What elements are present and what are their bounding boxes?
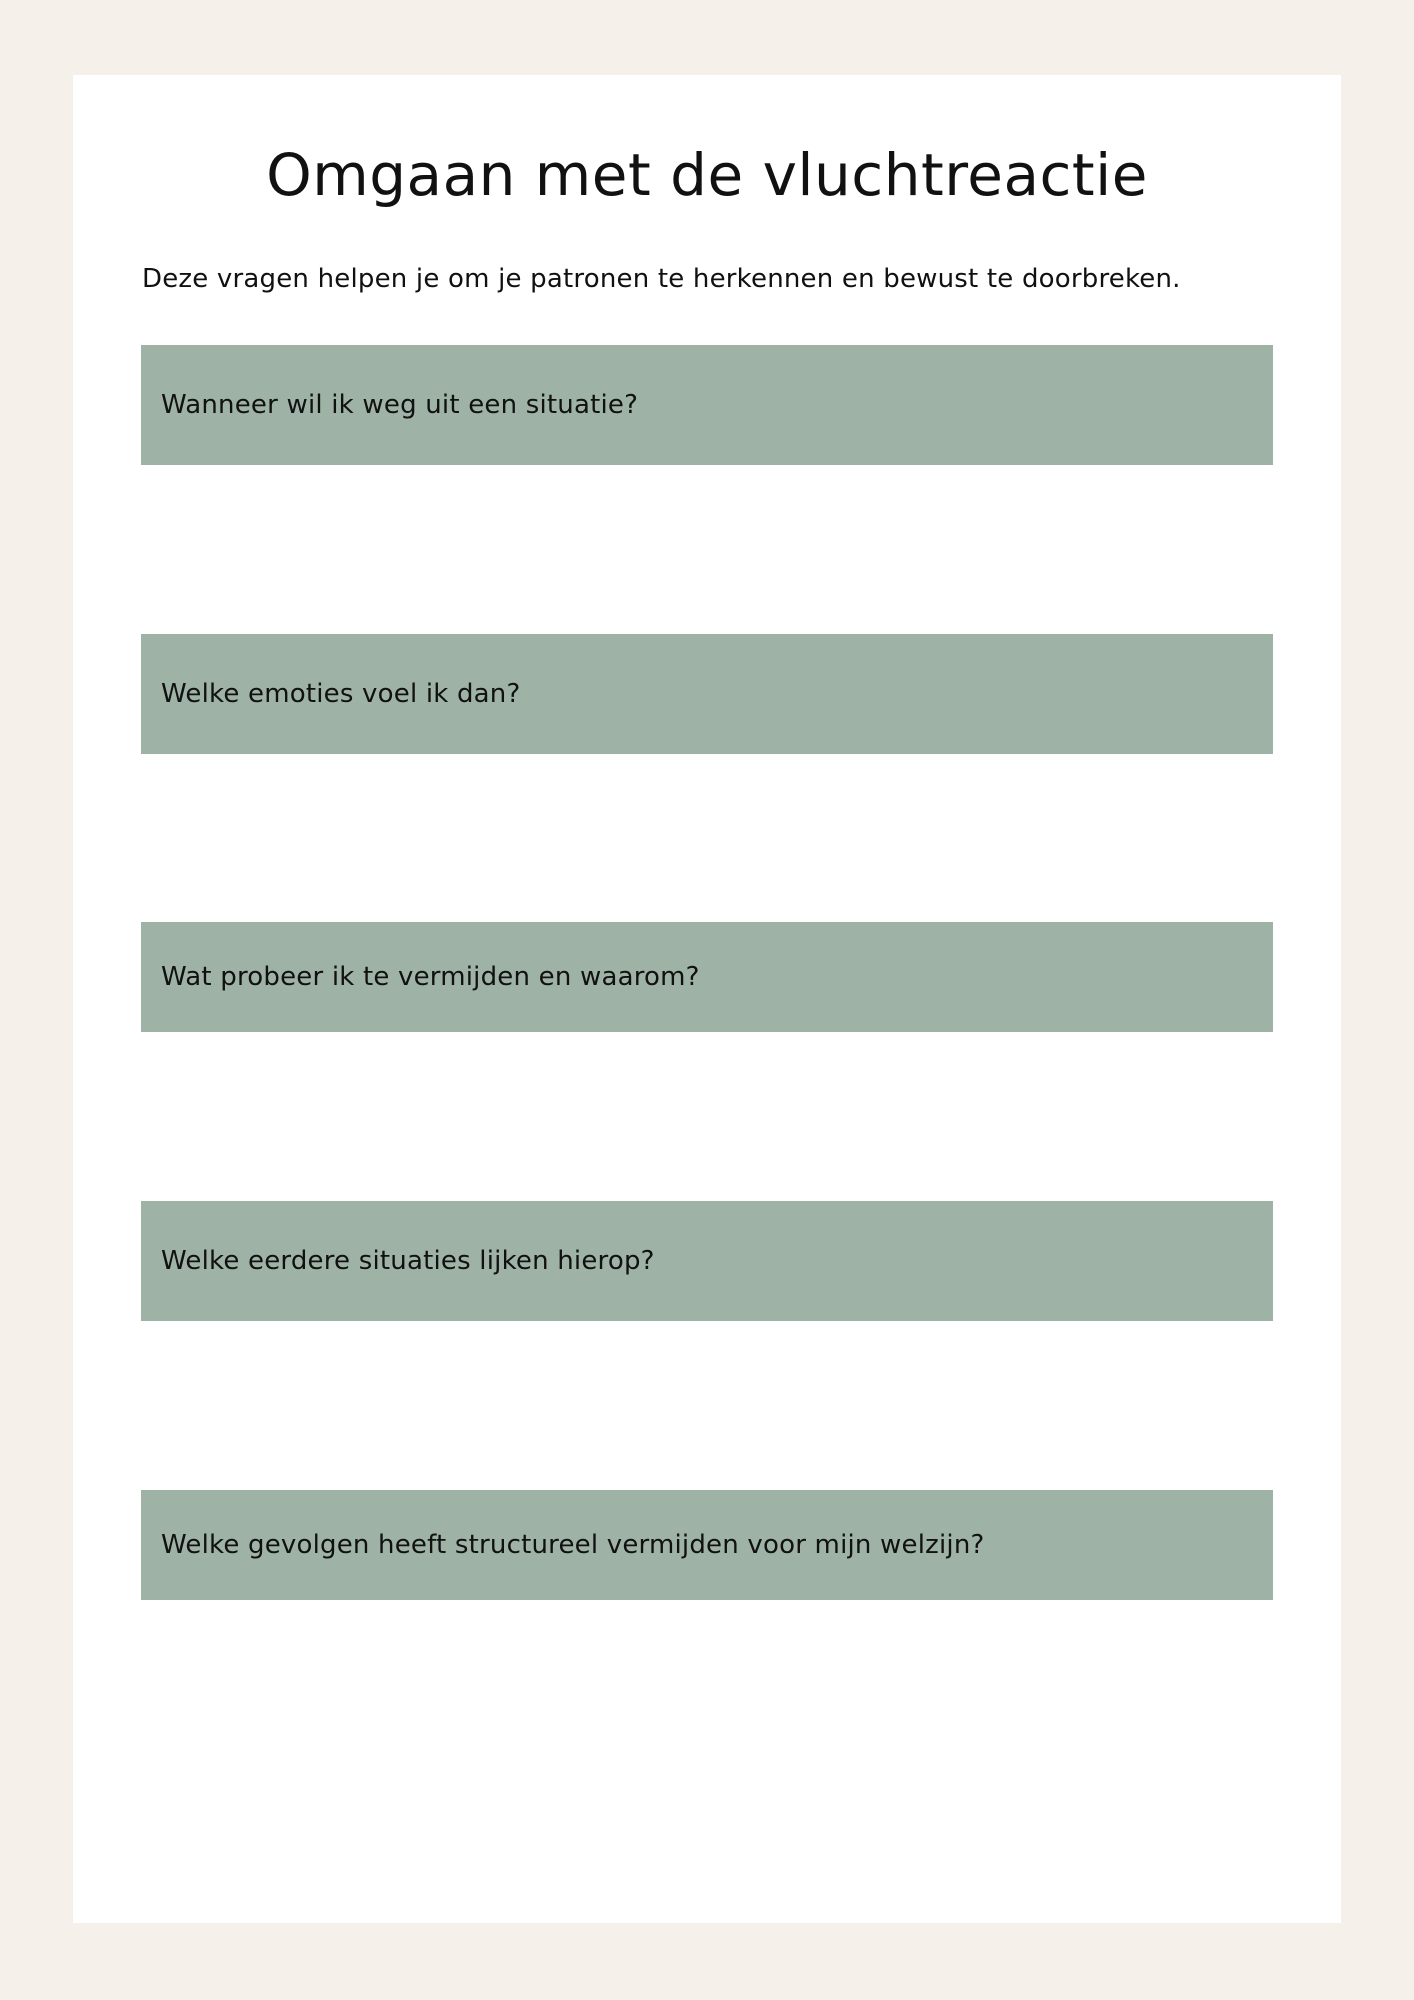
page-title: Omgaan met de vluchtreactie: [266, 141, 1148, 209]
answer-space-2[interactable]: [141, 754, 1273, 922]
question-box-4: [141, 1201, 1273, 1321]
question-label-2: Welke emoties voel ik dan?: [161, 679, 521, 709]
question-box-3: [141, 922, 1273, 1032]
answer-space-5[interactable]: [141, 1600, 1273, 1880]
question-label-5: Welke gevolgen heeft structureel vermijden voor mijn welzijn?: [161, 1530, 985, 1560]
question-label-4: Welke eerdere situaties lijken hierop?: [161, 1246, 655, 1276]
intro-text: Deze vragen helpen je om je patronen te herkennen en bewust te doorbreken.: [142, 264, 1181, 294]
question-label-3: Wat probeer ik te vermijden en waarom?: [161, 962, 700, 992]
question-box-5: [141, 1490, 1273, 1600]
answer-space-3[interactable]: [141, 1032, 1273, 1201]
question-box-1: [141, 345, 1273, 465]
question-label-1: Wanneer wil ik weg uit een situatie?: [161, 390, 639, 420]
answer-space-1[interactable]: [141, 465, 1273, 634]
worksheet-page: [73, 75, 1341, 1923]
answer-space-4[interactable]: [141, 1321, 1273, 1490]
question-box-2: [141, 634, 1273, 754]
